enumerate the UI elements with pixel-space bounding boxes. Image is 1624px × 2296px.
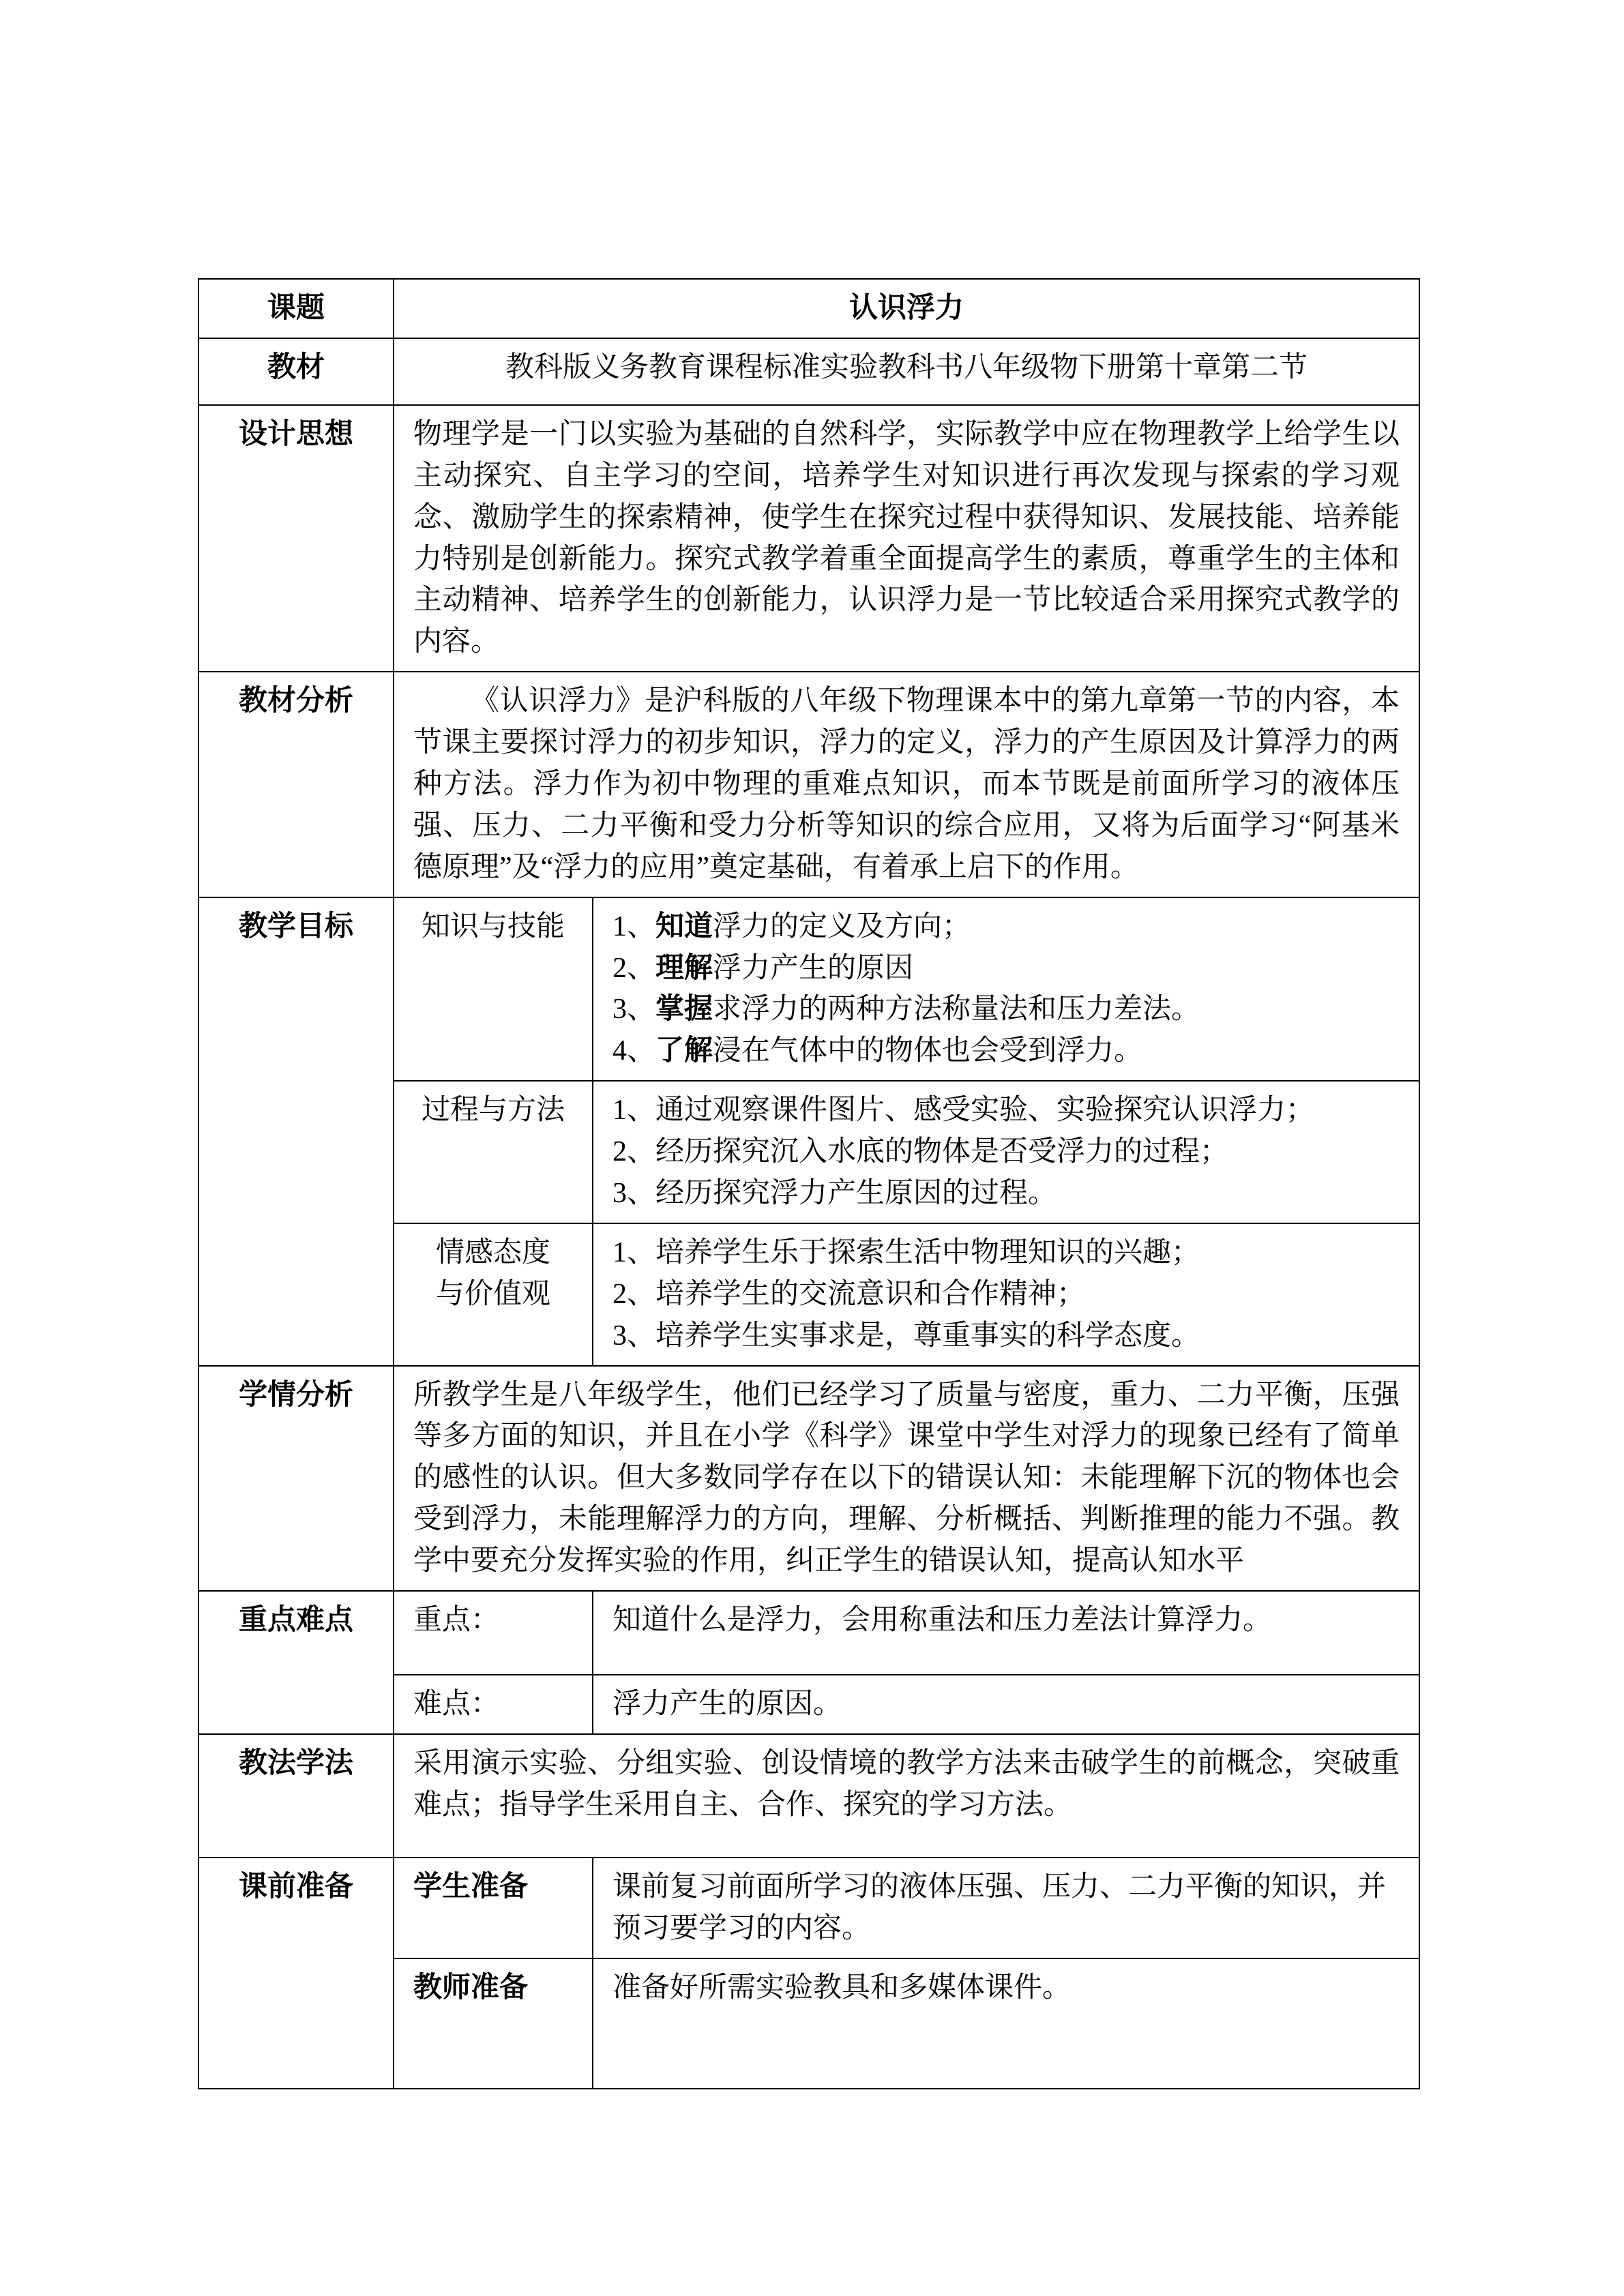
keypoints-label: 重点难点 (198, 1591, 394, 1734)
design-cell (394, 405, 1419, 672)
preparation-label: 课前准备 (198, 1858, 394, 2089)
process-sublabel: 过程与方法 (394, 1081, 593, 1223)
emotion-item: 3、培养学生实事求是，尊重事实的科学态度。 (612, 1320, 1200, 1352)
knowledge-item-post: 浸在气体中的物体也会受到浮力。 (713, 1035, 1143, 1067)
knowledge-item (612, 948, 1400, 989)
knowledge-items-cell (593, 897, 1419, 1082)
analysis-cell (394, 672, 1419, 897)
knowledge-item-keyword: 了解 (655, 1035, 713, 1067)
emotion-sublabel-line1: 情感态度 (435, 1236, 550, 1268)
topic-value: 认识浮力 (394, 279, 1419, 338)
methods-cell (394, 1734, 1419, 1858)
knowledge-item-pre: 1、 (612, 910, 656, 942)
knowledge-item-keyword: 掌握 (655, 994, 713, 1026)
process-item: 1、通过观察课件图片、感受实验、实验探究认识浮力； (612, 1094, 1315, 1127)
textbook-label: 教材 (198, 338, 394, 405)
difficult-point-label: 难点： (394, 1675, 593, 1734)
design-paragraph: 物理学是一门以实验为基础的自然科学，实际教学中应在物理教学上给学生以主动探究、自主学习的空间，培养学生对知识进行再次发现与探索的学习观念、激励学生的探索精神，使学生在探究过程中获得知识、发展技能、培养能力特别是创新能力。探究式教学着重全面提高学生的素质，尊重学生的主体和主动精神、培养学生的创新能力，认识浮力是一节比较适合采用探究式教学的内容。 (413, 418, 1400, 658)
textbook-value: 教科版义务教育课程标准实验教科书八年级物下册第十章第二节 (394, 338, 1419, 405)
emotion-item: 1、培养学生乐于探索生活中物理知识的兴趣； (612, 1236, 1200, 1268)
emotion-items-cell (593, 1223, 1419, 1366)
knowledge-item-post: 求浮力的两种方法称量法和压力差法。 (713, 994, 1200, 1026)
methods-row (198, 1734, 1419, 1858)
keypoint-row (198, 1591, 1419, 1675)
learners-paragraph: 所教学生是八年级学生，他们已经学习了质量与密度，重力、二力平衡，压强等多方面的知识，并且在小学《科学》课堂中学生对浮力的现象已经有了简单的感性的认识。但大多数同学存在以下的错误认知：未能理解下沉的物体也会受到浮力，未能理解浮力的方向，理解、分析概括、判断推理的能力不强。教学中要充分发挥实验的作用，纠正学生的错误认知，提高认知水平 (413, 1379, 1400, 1577)
methods-paragraph: 采用演示实验、分组实验、创设情境的教学方法来击破学生的前概念，突破重难点；指导学生采用自主、合作、探究的学习方法。 (413, 1747, 1400, 1821)
key-point-label: 重点： (394, 1591, 593, 1675)
knowledge-item-pre: 4、 (612, 1035, 656, 1067)
analysis-label: 教材分析 (198, 672, 394, 897)
objectives-label: 教学目标 (198, 897, 394, 1366)
teacher-prep-value: 准备好所需实验教具和多媒体课件。 (593, 1958, 1419, 2089)
analysis-row (198, 672, 1419, 897)
design-label: 设计思想 (198, 405, 394, 672)
student-prep-label: 学生准备 (394, 1858, 593, 1958)
textbook-row (198, 338, 1419, 405)
process-items-cell (593, 1081, 1419, 1223)
difficult-point-value: 浮力产生的原因。 (593, 1675, 1419, 1734)
student-prep-row (198, 1858, 1419, 1958)
emotion-sublabel (394, 1223, 593, 1366)
teacher-prep-label: 教师准备 (394, 1958, 593, 2089)
process-item: 3、经历探究浮力产生原因的过程。 (612, 1178, 1057, 1210)
methods-label: 教法学法 (198, 1734, 394, 1858)
knowledge-item-post: 浮力产生的原因 (713, 952, 914, 984)
knowledge-item (612, 989, 1400, 1030)
knowledge-item-keyword: 知道 (655, 910, 713, 942)
knowledge-item-post: 浮力的定义及方向； (713, 910, 971, 942)
topic-label: 课题 (198, 279, 394, 338)
topic-row (198, 279, 1419, 338)
lesson-plan-table (198, 278, 1420, 2089)
student-prep-value: 课前复习前面所学习的液体压强、压力、二力平衡的知识，并预习要学习的内容。 (593, 1858, 1419, 1958)
objectives-knowledge-row (198, 897, 1419, 1082)
knowledge-item-pre: 2、 (612, 952, 656, 984)
analysis-paragraph: 《认识浮力》是沪科版的八年级下物理课本中的第九章第一节的内容，本节课主要探讨浮力的初步知识，浮力的定义，浮力的产生原因及计算浮力的两种方法。浮力作为初中物理的重难点知识，而本节既是前面所学习的液体压强、压力、二力平衡和受力分析等知识的综合应用，又将为后面学习“阿基米德原理”及“浮力的应用”奠定基础，有着承上启下的作用。 (413, 685, 1400, 883)
emotion-sublabel-line2: 与价值观 (435, 1278, 550, 1310)
learners-label: 学情分析 (198, 1366, 394, 1591)
knowledge-item-pre: 3、 (612, 994, 656, 1026)
design-row (198, 405, 1419, 672)
knowledge-item (612, 906, 1400, 948)
knowledge-item (612, 1030, 1400, 1072)
process-item: 2、经历探究沉入水底的物体是否受浮力的过程； (612, 1136, 1229, 1168)
learners-cell (394, 1366, 1419, 1591)
knowledge-item-keyword: 理解 (655, 952, 713, 984)
learners-row (198, 1366, 1419, 1591)
key-point-value: 知道什么是浮力，会用称重法和压力差法计算浮力。 (593, 1591, 1419, 1675)
emotion-item: 2、培养学生的交流意识和合作精神； (612, 1278, 1086, 1310)
knowledge-sublabel: 知识与技能 (394, 897, 593, 1082)
